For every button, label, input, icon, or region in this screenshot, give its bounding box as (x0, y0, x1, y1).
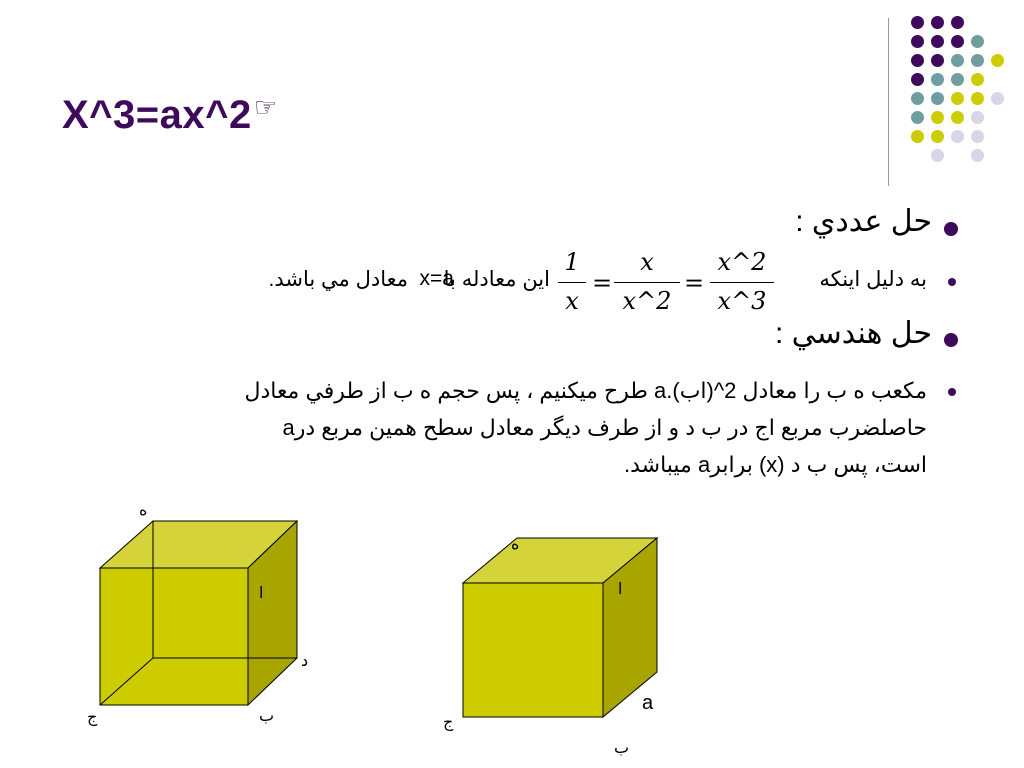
fraction-numerator: x (640, 248, 654, 276)
fraction-1-over-x (558, 248, 586, 317)
cube1-label-b: ب (259, 708, 275, 725)
decorative-dot (931, 149, 944, 162)
decorative-dot (911, 54, 924, 67)
decorative-dot (931, 92, 944, 105)
decorative-dot (951, 16, 964, 29)
decorative-dot (931, 16, 944, 29)
decorative-dot (971, 73, 984, 86)
decorative-dot (911, 73, 924, 86)
fraction-bar (614, 282, 680, 283)
paragraph-line: حاصلضرب مربع اج در ب د و از طرف ديگر معادل سطح همين مربع درa (282, 415, 927, 440)
fraction-numerator: x^2 (717, 248, 767, 276)
decorative-dot (931, 111, 944, 124)
fraction-denominator: x^2 (622, 287, 672, 315)
decorative-dot (911, 92, 924, 105)
fraction-x2-over-x3 (710, 248, 774, 317)
paragraph-line: مكعب ه ب را معادل 2^(اب).a طرح ميكنيم ، پس حجم ه ب از طرفي معادل (244, 378, 927, 403)
decorative-dot (931, 73, 944, 86)
decorative-dot (971, 149, 984, 162)
cube1-label-a: ا (259, 585, 264, 602)
fraction-bar (710, 282, 774, 283)
decorative-dot (911, 35, 924, 48)
pointing-hand-icon: ☞ (253, 92, 278, 122)
decorative-dot (991, 54, 1004, 67)
cube1-label-d: د (301, 653, 309, 670)
bullet-marker (948, 388, 956, 396)
cube2-label-top: ه (511, 536, 520, 553)
decorative-dot (951, 130, 964, 143)
decorative-dot (971, 111, 984, 124)
equals-sign: = (684, 269, 705, 297)
decorative-dot (971, 54, 984, 67)
fraction-denominator: x (565, 287, 579, 315)
numeric-line-left: معادل مي باشد. (268, 268, 408, 291)
fraction-x-over-x2 (614, 248, 680, 317)
numeric-line-right: اين معادله با (443, 268, 550, 291)
numeric-line-mid: x=a (419, 267, 454, 290)
bullet-marker (944, 222, 958, 236)
cube-front-face (100, 568, 248, 705)
decorative-dot (911, 130, 924, 143)
decorative-dot (931, 35, 944, 48)
fraction-numerator: 1 (564, 248, 580, 276)
decorative-dot (951, 92, 964, 105)
cube2-label-j: ج (443, 714, 454, 731)
decorative-dot (951, 35, 964, 48)
decorative-dot (951, 54, 964, 67)
title-text: X^3=ax^2 (62, 93, 252, 137)
cube2-label-b: ب (614, 740, 630, 757)
decorative-dot (951, 73, 964, 86)
paragraph-line: است، پس ب د (x) برابرa ميباشد. (623, 452, 927, 477)
fraction-denominator: x^3 (717, 287, 767, 315)
decorative-dot (971, 130, 984, 143)
decorative-dot (951, 111, 964, 124)
heading-numeric: حل عددي : (795, 205, 932, 238)
bullet-marker (948, 278, 956, 286)
decorative-dot (931, 54, 944, 67)
decorative-dot (911, 16, 924, 29)
cube-front-face (463, 583, 603, 717)
cube2-label-a: ا (618, 581, 623, 598)
cube1-label-j: ج (87, 709, 98, 726)
bullet-marker (944, 333, 958, 347)
cube-diagram-1 (80, 505, 330, 735)
slide-title (62, 92, 278, 138)
decorative-dot (931, 130, 944, 143)
cube2-label-side: a (642, 692, 654, 714)
decorative-dot (971, 92, 984, 105)
decorative-dot (911, 111, 924, 124)
geometric-paragraph (57, 372, 927, 483)
divider-line (888, 18, 889, 186)
decorative-dot (991, 92, 1004, 105)
heading-geometric: حل هندسي : (774, 317, 932, 350)
equals-sign: = (592, 269, 613, 297)
decorative-dot (971, 35, 984, 48)
fraction-bar (558, 282, 586, 283)
numeric-line-prefix: به دليل اينكه (819, 268, 927, 291)
cube1-label-top: ه (139, 502, 148, 519)
